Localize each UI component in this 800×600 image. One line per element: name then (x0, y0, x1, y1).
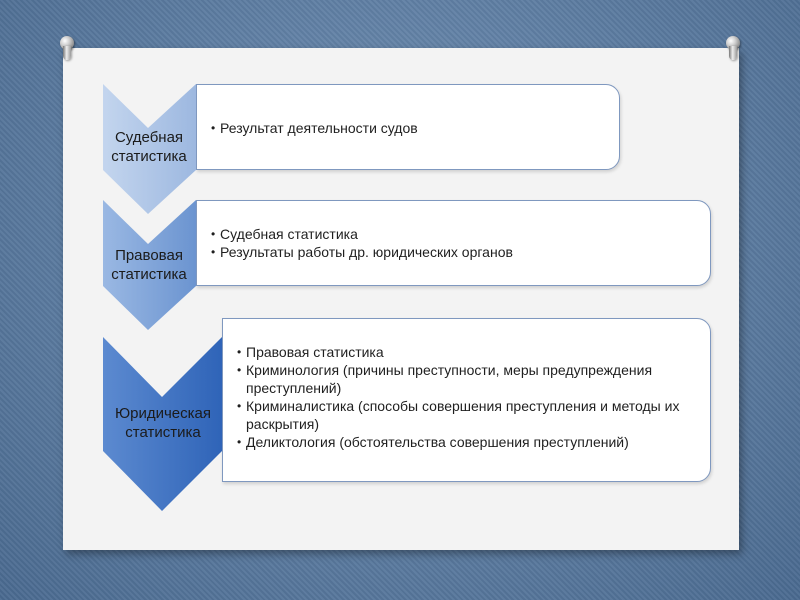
pushpin-icon (58, 36, 76, 62)
level-1-label-line: Судебная (114, 129, 184, 146)
bullet-icon: • (237, 435, 242, 449)
list-item: • Судебная статистика (211, 226, 358, 242)
level-1-label-line: статистика (111, 148, 187, 165)
list-item: • Криминалистика (способы совершения преступления и методы их раскрытия) (237, 398, 680, 432)
bullet-icon: • (211, 245, 216, 259)
bullet-icon: • (211, 227, 216, 241)
bullet-icon: • (237, 345, 242, 359)
list-item: • Криминология (причины преступности, меры предупреждения преступлений) (237, 362, 653, 396)
list-item: • Результаты работы др. юридических органов (211, 244, 513, 260)
bullet-icon: • (237, 399, 242, 413)
level-2-label-line: статистика (111, 266, 187, 283)
level-3-label (100, 404, 226, 442)
level-1-label (100, 128, 198, 166)
bullet-icon: • (237, 363, 242, 377)
list-item: • Результат деятельности судов (211, 120, 418, 136)
list-item: • Правовая статистика (237, 344, 384, 360)
level-3-label-line: статистика (125, 424, 201, 441)
level-2-label (100, 246, 198, 284)
list-item: • Деликтология (обстоятельства совершения преступлений) (237, 434, 629, 450)
bullet-icon: • (211, 121, 216, 135)
level-3-label-line: Юридическая (114, 405, 212, 422)
level-2-label-line: Правовая (115, 247, 183, 264)
pushpin-icon (724, 36, 742, 62)
